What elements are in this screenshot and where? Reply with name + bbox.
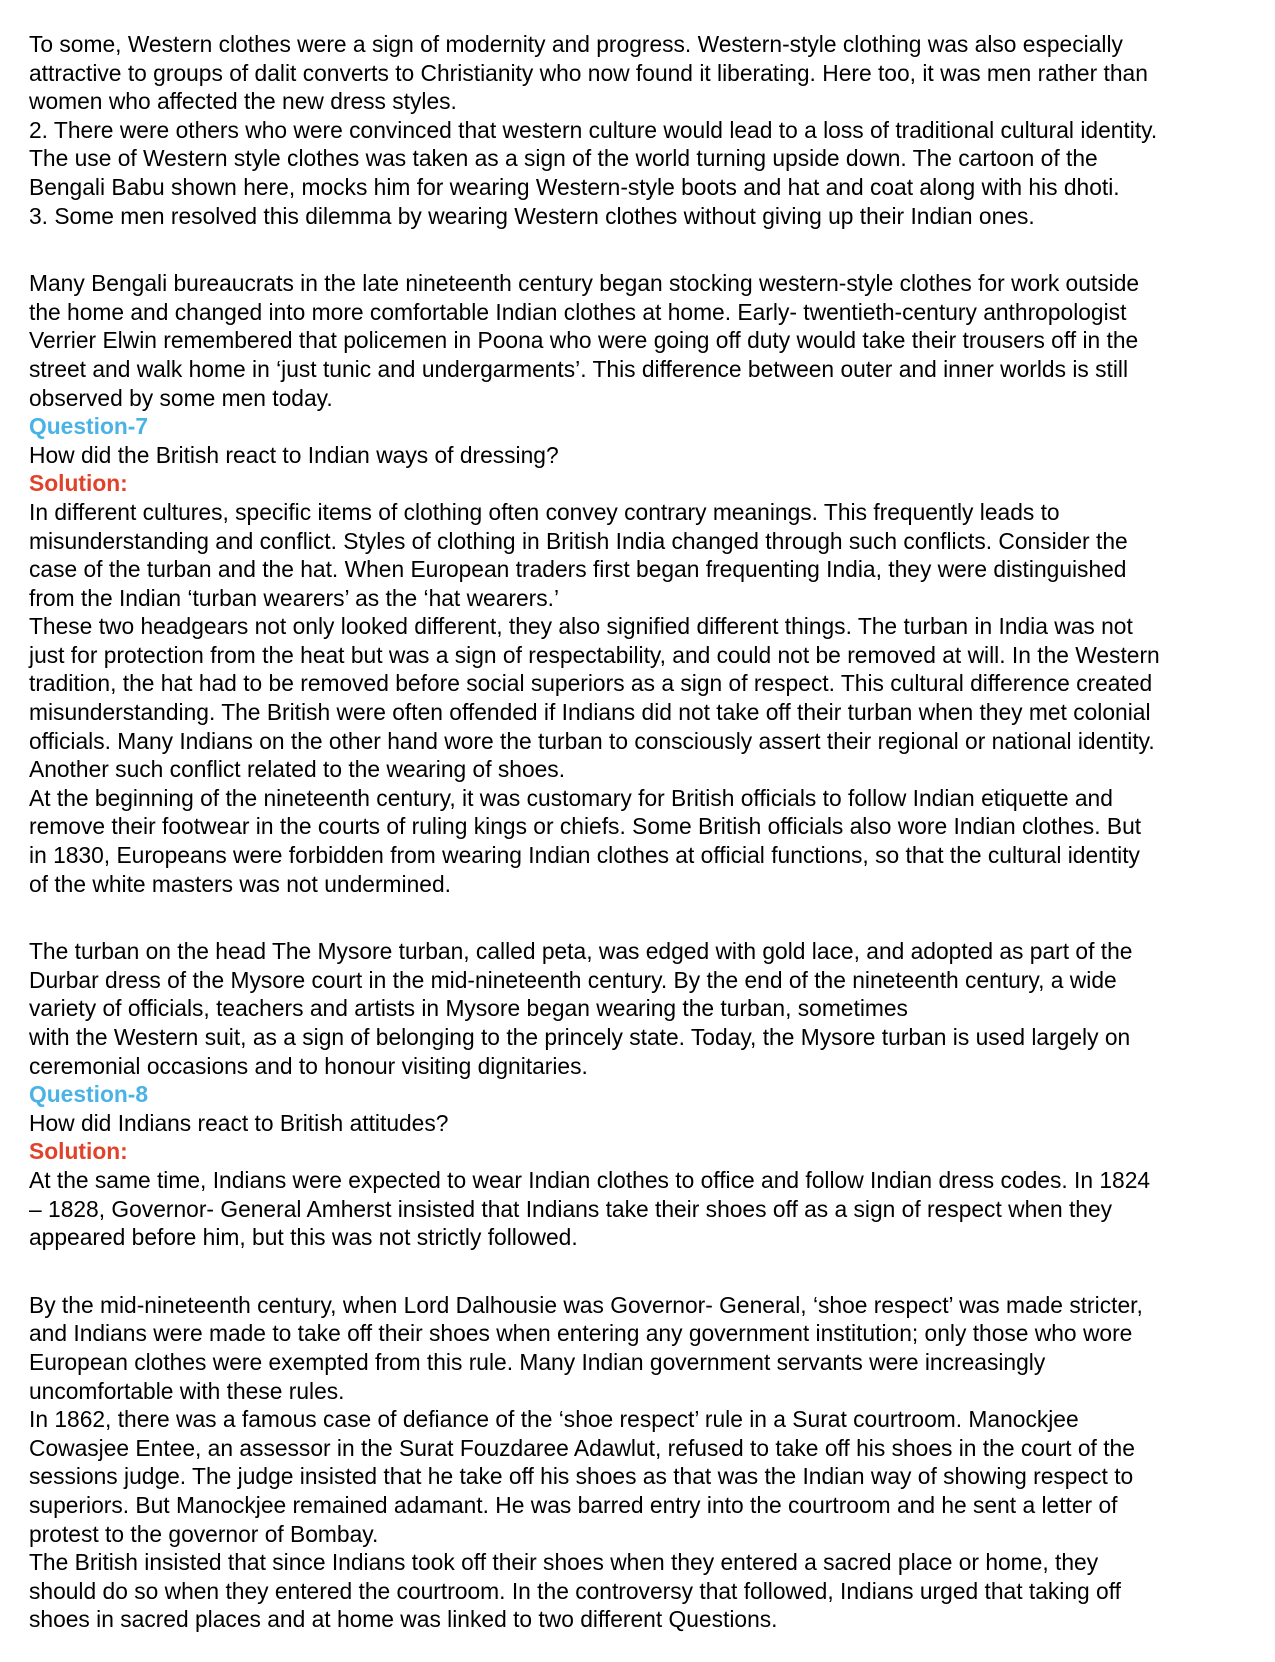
text-line: observed by some men today.: [29, 384, 333, 411]
question-heading: Question-8: [29, 1081, 149, 1108]
text-line: At the same time, Indians were expected to wear Indian clothes to office and follow Indian dress codes. In 1824: [29, 1166, 1151, 1193]
text-line: At the beginning of the nineteenth century, it was customary for British officials to follow Indian etiquette and: [29, 784, 1113, 811]
text-line: misunderstanding. The British were often offended if Indians did not take off their turban when they met colonial: [29, 699, 1151, 726]
text-line: from the Indian ‘turban wearers’ as the ‘hat wearers.’: [29, 584, 560, 611]
text-line: in 1830, Europeans were forbidden from wearing Indian clothes at official functions, so that the cultural identity: [29, 842, 1140, 869]
text-line: of the white masters was not undermined.: [29, 870, 451, 897]
text-line: with the Western suit, as a sign of belonging to the princely state. Today, the Mysore turban is used largely on: [29, 1024, 1131, 1050]
text-line: street and walk home in ‘just tunic and undergarments’. This difference between outer and inner worlds is still: [29, 355, 1129, 382]
text-line: case of the turban and the hat. When European traders first began frequenting India, they were distinguished: [29, 556, 1127, 583]
text-line: 2. There were others who were convinced that western culture would lead to a loss of traditional cultural identity.: [29, 116, 1158, 143]
document-page: [29, 30, 1269, 1662]
text-line: The British insisted that since Indians took off their shoes when they entered a sacred place or home, they: [29, 1549, 1099, 1576]
text-line: tradition, the hat had to be removed before social superiors as a sign of respect. This cultural difference created: [29, 670, 1153, 697]
solution-heading: Solution:: [29, 1138, 128, 1165]
text-line: In 1862, there was a famous case of defiance of the ‘shoe respect’ rule in a Surat courtroom. Manockjee: [29, 1406, 1079, 1433]
text-line: the home and changed into more comfortable Indian clothes at home. Early- twentieth-century anthropologist: [29, 298, 1127, 325]
text-line: just for protection from the heat but was a sign of respectability, and could not be removed at will. In the Western: [29, 641, 1160, 668]
text-line: By the mid-nineteenth century, when Lord Dalhousie was Governor- General, ‘shoe respect’ was made stricter,: [29, 1291, 1143, 1318]
text-line: women who affected the new dress styles.: [29, 88, 457, 115]
text-line: shoes in sacred places and at home was linked to two different Questions.: [29, 1606, 778, 1633]
text-line: Cowasjee Entee, an assessor in the Surat Fouzdaree Adawlut, refused to take off his shoes in the court of the: [29, 1434, 1135, 1461]
text-line: Many Bengali bureaucrats in the late nineteenth century began stocking western-style clothes for work outside: [29, 270, 1140, 297]
solution-heading: Solution:: [29, 470, 128, 497]
text-line: sessions judge. The judge insisted that he take off his shoes as that was the Indian way of showing respect to: [29, 1463, 1134, 1490]
question-text: How did Indians react to British attitudes?: [29, 1109, 449, 1136]
text-line: officials. Many Indians on the other hand wore the turban to consciously assert their regional or national identity.: [29, 727, 1155, 754]
text-line: The use of Western style clothes was taken as a sign of the world turning upside down. The cartoon of the: [29, 145, 1098, 172]
text-line: The turban on the head The Mysore turban, called peta, was edged with gold lace, and adopted as part of the: [29, 938, 1133, 965]
text-line: ceremonial occasions and to honour visiting dignitaries.: [29, 1052, 588, 1079]
question-heading: Question-7: [29, 413, 149, 440]
text-line: These two headgears not only looked different, they also signified different things. The turban in India was not: [29, 613, 1133, 640]
text-line: attractive to groups of dalit converts to Christianity who now found it liberating. Here too, it was men rather than: [29, 59, 1148, 86]
question-text: How did the British react to Indian ways of dressing?: [29, 441, 559, 468]
text-line: To some, Western clothes were a sign of modernity and progress. Western-style clothing was also especially: [29, 31, 1123, 57]
paragraph-gap: [29, 898, 1269, 937]
text-line: remove their footwear in the courts of ruling kings or chiefs. Some British officials also wore Indian clothes. But: [29, 813, 1142, 840]
text-line: In different cultures, specific items of clothing often convey contrary meanings. This frequently leads to: [29, 498, 1060, 525]
text-line: and Indians were made to take off their shoes when entering any government institution; only those who wore: [29, 1320, 1133, 1347]
text-line: Verrier Elwin remembered that policemen in Poona who were going off duty would take their trousers off in the: [29, 327, 1139, 354]
text-line: variety of officials, teachers and artists in Mysore began wearing the turban, sometimes: [29, 995, 908, 1022]
text-line: 3. Some men resolved this dilemma by wearing Western clothes without giving up their Indian ones.: [29, 202, 1035, 229]
paragraph-gap: [29, 1252, 1269, 1291]
text-line: superiors. But Manockjee remained adamant. He was barred entry into the courtroom and he sent a letter of: [29, 1491, 1118, 1518]
text-line: Another such conflict related to the wearing of shoes.: [29, 756, 566, 783]
text-line: Bengali Babu shown here, mocks him for wearing Western-style boots and hat and coat along with his dhoti.: [29, 173, 1120, 200]
text-line: should do so when they entered the courtroom. In the controversy that followed, Indians urged that taking off: [29, 1577, 1121, 1604]
text-line: protest to the governor of Bombay.: [29, 1520, 379, 1547]
text-line: European clothes were exempted from this rule. Many Indian government servants were increasingly: [29, 1348, 1046, 1375]
text-line: – 1828, Governor- General Amherst insisted that Indians take their shoes off as a sign of respect when they: [29, 1195, 1113, 1222]
paragraph-gap: [29, 230, 1269, 269]
text-line: appeared before him, but this was not strictly followed.: [29, 1224, 578, 1251]
text-line: Durbar dress of the Mysore court in the mid-nineteenth century. By the end of the nineteenth century, a wide: [29, 966, 1117, 993]
text-line: [29, 1634, 1269, 1662]
text-line: uncomfortable with these rules.: [29, 1377, 345, 1404]
text-line: misunderstanding and conflict. Styles of clothing in British India changed through such conflicts. Consider the: [29, 527, 1128, 554]
